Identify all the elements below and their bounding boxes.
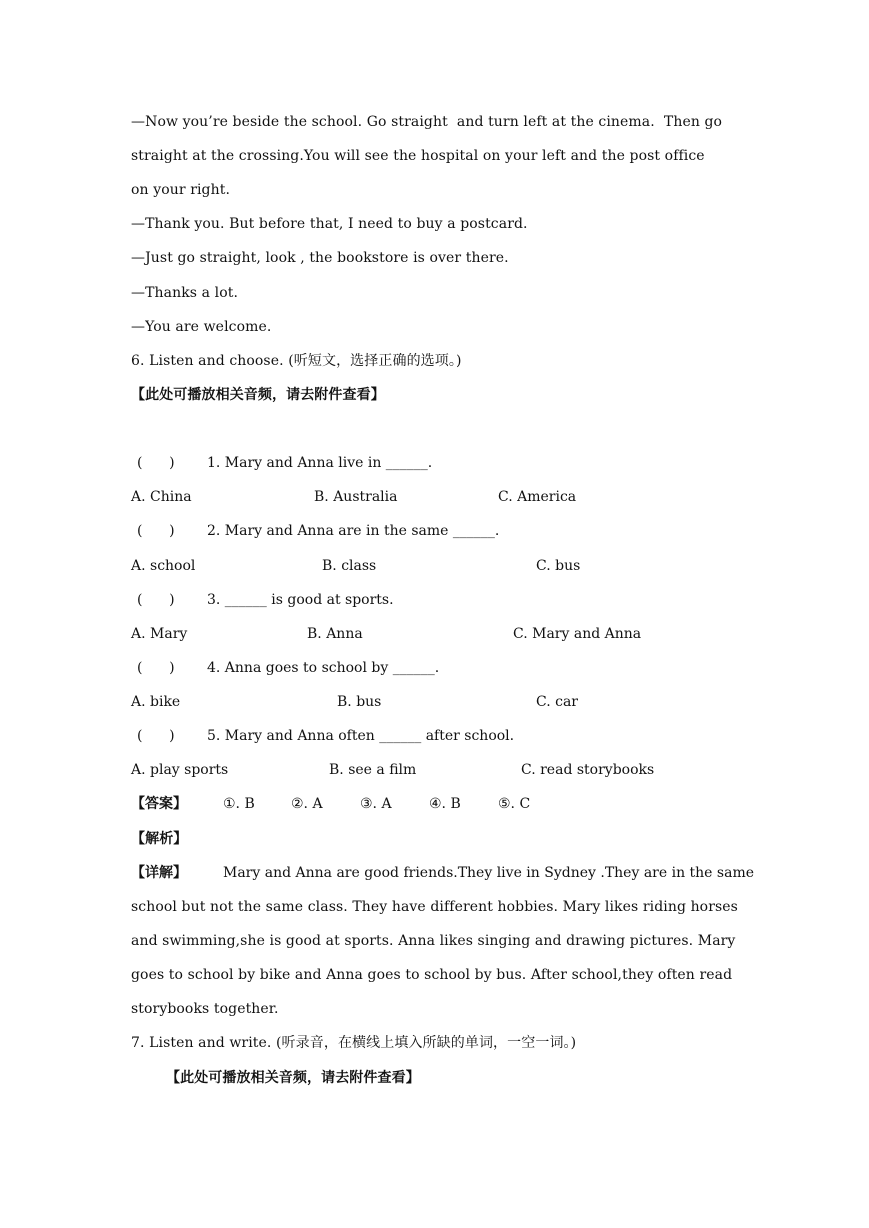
answer-bracket: ( ) [137,455,175,471]
dialogue-line: —Thanks a lot. [131,285,239,301]
section-7-heading: 7. Listen and write. (听录音，在横线上填入所缺的单词，一空一词。) [131,1035,577,1051]
answer-2: ②. A [291,796,323,812]
detail-text: Mary and Anna are good friends.They live in Sydney .They are in the same [223,865,755,881]
answer-3: ③. A [360,796,392,812]
detail-text: goes to school by bike and Anna goes to school by bus. After school,they often read [131,967,733,983]
option-b: B. Anna [307,626,363,642]
question-text: 1. Mary and Anna live in ______. [207,455,433,471]
option-b: B. Australia [314,489,398,505]
option-a: A. play sports [131,762,229,778]
question-text: 5. Mary and Anna often ______ after school. [207,728,515,744]
option-a: A. school [131,558,196,574]
detail-text: storybooks together. [131,1001,279,1017]
answer-bracket: ( ) [137,523,175,539]
section-6-audio-note: 【此处可播放相关音频，请去附件查看】 [131,387,385,403]
detail-label: 【详解】 [131,865,187,881]
question-text: 2. Mary and Anna are in the same ______. [207,523,500,539]
answer-bracket: ( ) [137,728,175,744]
option-c: C. Mary and Anna [513,626,642,642]
dialogue-line: —Just go straight, look , the bookstore is over there. [131,250,509,266]
detail-text: and swimming,she is good at sports. Anna likes singing and drawing pictures. Mary [131,933,736,949]
dialogue-line: —Thank you. But before that, I need to buy a postcard. [131,216,528,232]
question-text: 4. Anna goes to school by ______. [207,660,440,676]
dialogue-line: —You are welcome. [131,319,272,335]
answer-1: ①. B [223,796,255,812]
option-c: C. bus [536,558,581,574]
answer-bracket: ( ) [137,660,175,676]
analysis-label: 【解析】 [131,831,188,847]
option-a: A. China [131,489,192,505]
option-b: B. class [322,558,377,574]
option-a: A. Mary [131,626,188,642]
dialogue-line: on your right. [131,182,231,198]
answer-5: ⑤. C [498,796,531,812]
section-6-heading: 6. Listen and choose. (听短文，选择正确的选项。) [131,353,462,369]
option-b: B. see a film [329,762,417,778]
dialogue-line: —Now you’re beside the school. Go straight and turn left at the cinema. Then go [131,114,723,130]
answer-label: 【答案】 [131,796,187,812]
dialogue-line: straight at the crossing.You will see the hospital on your left and the post office [131,148,705,164]
section-7-audio-note: 【此处可播放相关音频，请去附件查看】 [166,1070,420,1086]
answer-4: ④. B [429,796,461,812]
question-text: 3. ______ is good at sports. [207,592,394,608]
answer-bracket: ( ) [137,592,175,608]
option-c: C. car [536,694,578,710]
option-a: A. bike [131,694,181,710]
detail-text: school but not the same class. They have different hobbies. Mary likes riding horses [131,899,738,915]
option-c: C. read storybooks [521,762,655,778]
option-c: C. America [498,489,577,505]
option-b: B. bus [337,694,382,710]
